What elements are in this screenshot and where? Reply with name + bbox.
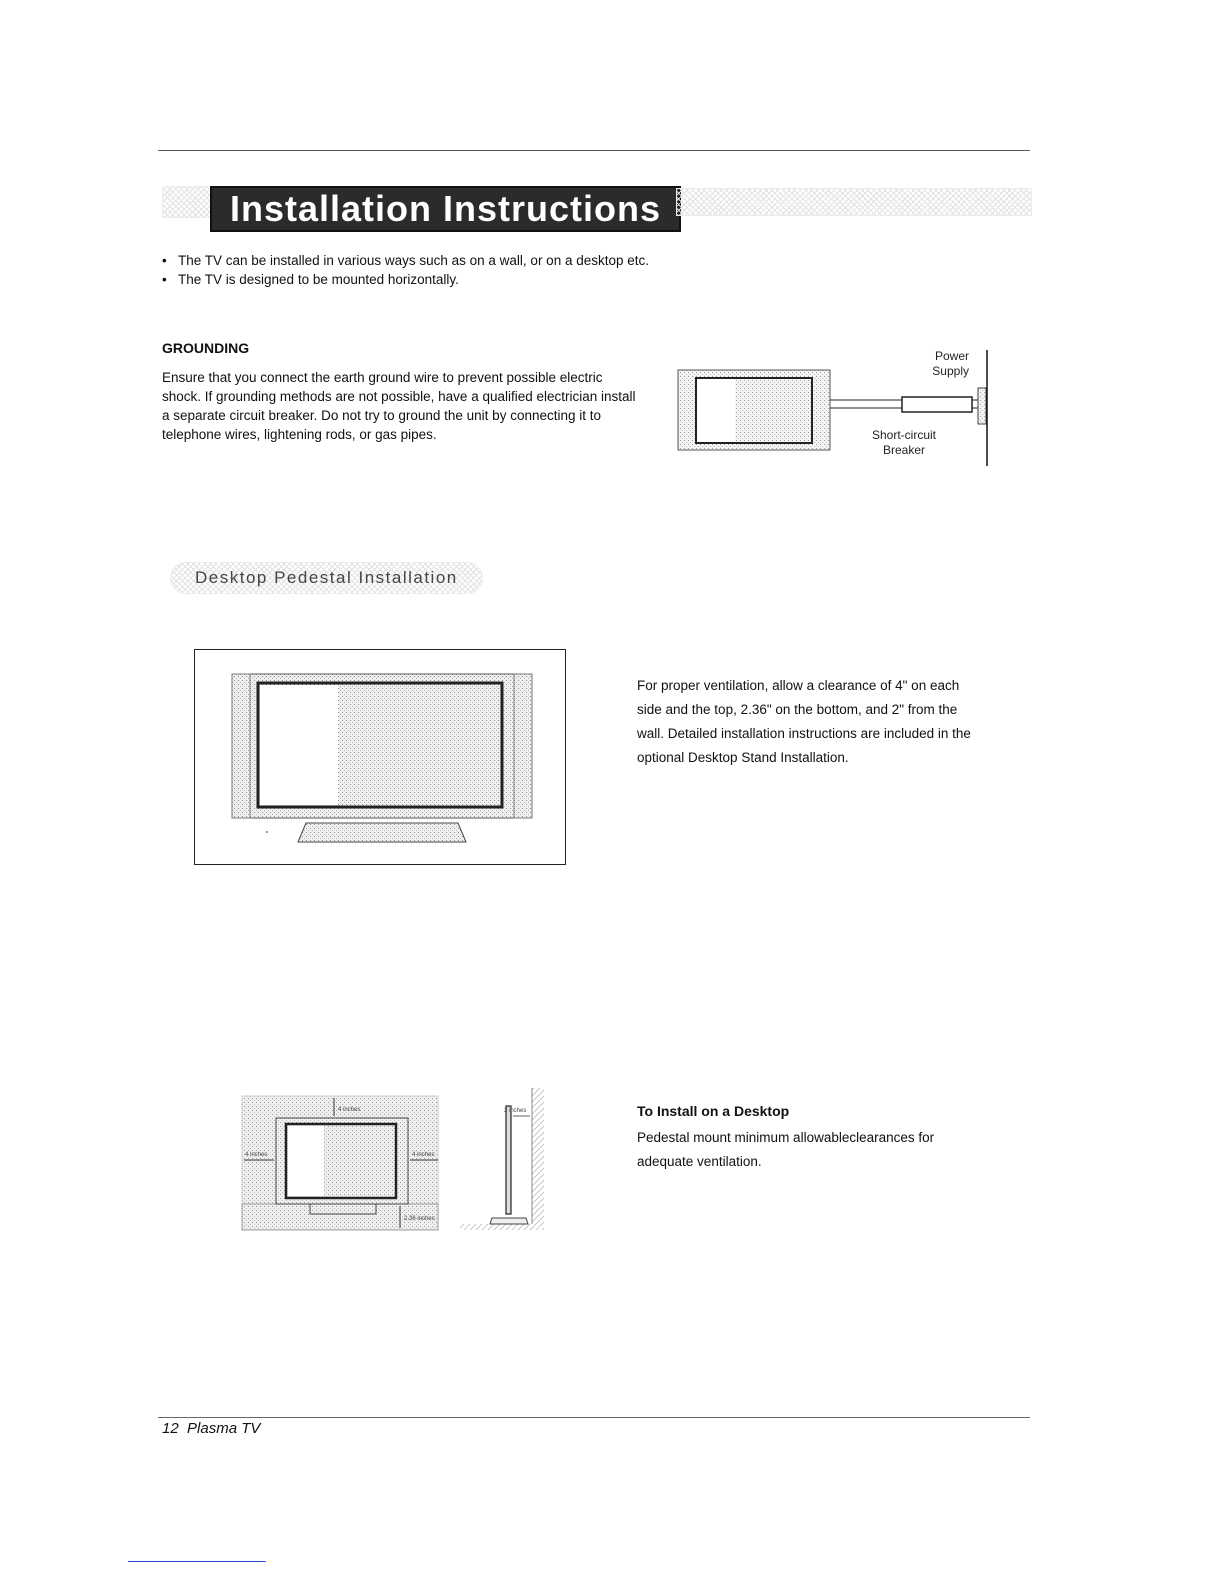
page-footer: 12 Plasma TV [162, 1420, 261, 1437]
intro-bullet-list [162, 251, 649, 289]
grounding-heading: GROUNDING [162, 340, 250, 356]
bottom-link-underline[interactable] [128, 1561, 266, 1562]
side-tv-profile [506, 1106, 511, 1214]
front-tv-stand [310, 1204, 376, 1214]
desktop-heading: To Install on a Desktop [637, 1103, 790, 1119]
grounding-diagram [676, 348, 996, 470]
power-label: Power [934, 349, 969, 363]
tv-screen-white [260, 685, 338, 805]
side-floor [460, 1224, 544, 1230]
breaker-label: Breaker [882, 443, 926, 457]
page-title: Installation Instructions [230, 188, 662, 229]
title-band-left [162, 186, 212, 218]
clearance-top-label: 4 inches [338, 1107, 361, 1113]
top-rule [158, 150, 1030, 151]
clearance-right-label: 4 inches [412, 1152, 435, 1158]
side-wall [532, 1088, 544, 1224]
intro-bullet: • The TV is designed to be mounted horizontally. [162, 270, 649, 289]
intro-bullet: • The TV can be installed in various ways such as on a wall, or on a desktop etc. [162, 251, 649, 270]
outlet [978, 388, 986, 424]
grounding-paragraph: Ensure that you connect the earth ground wire to prevent possible electric shock. If grounding methods are not possible, have a qualified electrician install a separate circuit breaker. Do not try to ground the unit by connecting it to telephone wires, lightening rods, or gas pipes. [162, 370, 636, 442]
clearance-bottom-label: 2.36 inches [404, 1216, 435, 1222]
front-tv-screen-white [288, 1126, 324, 1196]
section-title-pill [170, 562, 483, 594]
clearance-diagram [240, 1082, 560, 1232]
page-title-banner [210, 186, 681, 232]
pedestal-stand [298, 823, 466, 842]
side-tv-foot [490, 1218, 528, 1224]
tv-left-speaker [232, 674, 250, 818]
bottom-rule [158, 1417, 1030, 1418]
desktop-paragraph: Pedestal mount minimum allowableclearances for adequate ventilation. [637, 1130, 935, 1169]
pedestal-tv-figure [226, 668, 538, 850]
clearance-left-label: 4 inches [245, 1152, 268, 1158]
ventilation-paragraph: For proper ventilation, allow a clearance of 4" on each side and the top, 2.36" on the bottom, and 2" from the wall. Detailed installation instructions are included in the optional Desktop Stand Installation. [637, 678, 971, 765]
section-title: Desktop Pedestal Installation [195, 568, 458, 587]
tv-right-speaker [514, 674, 532, 818]
clearance-wall-label: 2 inches [504, 1108, 527, 1114]
breaker-box [902, 397, 972, 412]
title-band-right [676, 188, 1032, 216]
tv-screen-white [697, 379, 735, 442]
supply-label: Supply [932, 364, 969, 378]
short-circuit-label: Short-circuit [871, 428, 937, 442]
